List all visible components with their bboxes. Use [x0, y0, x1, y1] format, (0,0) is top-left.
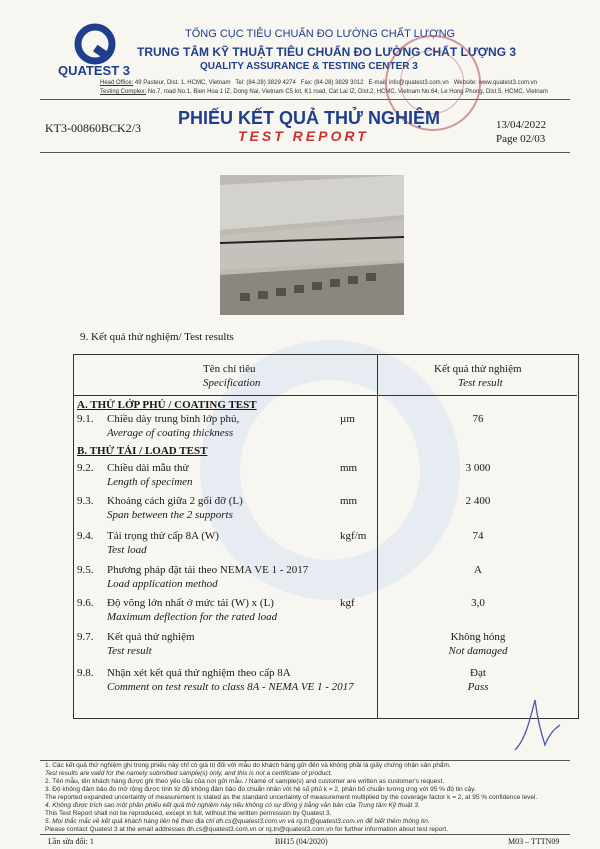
- row-number: 9.3.: [77, 495, 94, 507]
- footnote-line: 2. Tên mẫu, tên khách hàng được ghi theo yêu cầu của nơi gửi mẫu. / Name of sample(s) and customer are written as customer's request.: [45, 778, 445, 785]
- row-result-vi: A: [474, 564, 482, 576]
- row-spec-vi: Độ võng lớn nhất ở mức tải (W) x (L): [107, 597, 274, 609]
- row-result-vi: 76: [472, 413, 484, 425]
- header-divider: [73, 395, 577, 396]
- row-unit: kgf: [340, 597, 355, 609]
- official-stamp-inner: [400, 50, 464, 114]
- footnote-line: 5. Mọi thắc mắc về kết quả khách hàng liên hệ theo địa chỉ dh.cs@quatest3.com.vn và rq.tn@quatest3.com.vn để biết thêm thông tin.: [45, 818, 430, 825]
- row-number: 9.5.: [77, 564, 94, 576]
- row-spec-vi: Nhận xét kết quả thử nghiệm theo cấp 8A: [107, 667, 291, 679]
- row-number: 9.6.: [77, 597, 94, 609]
- footnote-line: The reported expanded uncertainty of measurement is stated as the standard uncertainty of measurement multiplied by the coverage factor k = 2, at 95 % confidence level.: [45, 794, 538, 801]
- row-result-vi: 3,0: [471, 597, 485, 609]
- row-result-vi: Không hỏng: [450, 631, 506, 643]
- row-unit: mm: [340, 495, 358, 507]
- row-spec-en: Average of coating thickness: [107, 427, 234, 439]
- footnote-line: This Test Report shall not be reproduced, except in full, without the written permission by Quatest 3.: [45, 810, 332, 817]
- row-result-en: Not damaged: [448, 645, 508, 657]
- row-spec-vi: Kết quả thử nghiệm: [107, 631, 195, 643]
- row-spec-vi: Tải trọng thử cấp 8A (W): [107, 530, 219, 542]
- section-heading: 9. Kết quả thử nghiệm/ Test results: [80, 331, 234, 343]
- footnotes: [45, 762, 570, 834]
- revision-label: Lần sửa đổi: 1: [48, 837, 94, 846]
- row-spec-vi: Chiều dài mẫu thử: [107, 462, 189, 474]
- report-date: 13/04/2022: [496, 119, 547, 131]
- row-number: 9.8.: [77, 667, 94, 679]
- header-center: TRUNG TÂM KỸ THUẬT TIÊU CHUẨN ĐO LƯỜNG CHẤT LƯỢNG 3: [137, 45, 517, 59]
- row-spec-en: Test result: [107, 645, 152, 657]
- header-address-line: Head Office: 49 Pasteur, Dist. 1, HCMC, Vietnam Tel: (84-28) 3829 4274 Fax: (84-28) 3829 3012 E-mail: info@quatest3.com.vn Website: www.quatest3.com.vn: [100, 80, 537, 86]
- row-result-vi: Đạt: [470, 667, 486, 679]
- row-spec-en: Length of specimen: [107, 476, 193, 488]
- row-spec-en: Test load: [107, 544, 147, 556]
- title-rule: [40, 152, 570, 153]
- form-code: BH15 (04/2020): [275, 837, 328, 846]
- row-spec-en: Comment on test result to class 8A - NEMA VE 1 - 2017: [107, 681, 354, 693]
- footnote-line: Test results are valid for the namely submitted sample(s) only, and this is not a certificate of product.: [45, 770, 333, 777]
- report-title-vi: PHIẾU KẾT QUẢ THỬ NGHIỆM: [178, 108, 440, 128]
- row-number: 9.7.: [77, 631, 94, 643]
- col-spec-vi: Tên chỉ tiêu: [203, 363, 256, 375]
- row-unit: kgf/m: [340, 530, 367, 542]
- footnote-line: 3. Độ không đảm bảo đo mở rộng được tính từ độ không đảm bảo đo chuẩn nhân với hệ số phủ k = 2, phân bố chuẩn tương ứng với 95 % độ tin cậy.: [45, 786, 476, 793]
- specimen-photo: [220, 175, 404, 315]
- row-result-vi: 74: [472, 530, 484, 542]
- row-spec-vi: Chiều dày trung bình lớp phủ,: [107, 413, 240, 425]
- header-rule: [40, 99, 570, 100]
- report-ref: KT3-00860BCK2/3: [45, 121, 141, 135]
- row-spec-en: Span between the 2 supports: [107, 509, 233, 521]
- doc-code: M03 – TTTN09: [508, 837, 560, 846]
- row-number: 9.2.: [77, 462, 94, 474]
- row-spec-vi: Phương pháp đặt tải theo NEMA VE 1 - 2017: [107, 564, 309, 576]
- row-number: 9.4.: [77, 530, 94, 542]
- header-center-en: QUALITY ASSURANCE & TESTING CENTER 3: [200, 61, 418, 72]
- group-a-heading: A. THỬ LỚP PHỦ / COATING TEST: [77, 399, 257, 411]
- footnote-line: Please contact Quatest 3 at the email addresses dh.cs@quatest3.com.vn or rq.tn@quatest3.com.vn for further information about test report.: [45, 826, 449, 833]
- row-spec-en: Load application method: [107, 578, 218, 590]
- row-result-vi: 3 000: [465, 462, 491, 474]
- footnote-rule: [40, 760, 570, 761]
- col-result-vi: Kết quả thử nghiệm: [434, 363, 522, 375]
- group-b-heading: B. THỬ TẢI / LOAD TEST: [77, 445, 208, 457]
- row-spec-vi: Khoảng cách giữa 2 gối đỡ (L): [107, 495, 243, 507]
- row-result-en: Pass: [467, 681, 489, 693]
- row-result-vi: 2 400: [465, 495, 491, 507]
- bottom-rule: [40, 834, 570, 835]
- header-agency: TỔNG CỤC TIÊU CHUẨN ĐO LƯỜNG CHẤT LƯỢNG: [185, 28, 456, 40]
- footnote-line: 1. Các kết quả thử nghiệm ghi trong phiếu này chỉ có giá trị đối với mẫu do khách hàng gửi đến và không phải là giấy chứng nhận sản phẩm.: [45, 762, 451, 769]
- row-spec-en: Maximum deflection for the rated load: [107, 611, 278, 623]
- report-title-en: TEST REPORT: [238, 128, 369, 144]
- row-number: 9.1.: [77, 413, 94, 425]
- row-unit: µm: [340, 413, 355, 425]
- col-spec-en: Specification: [203, 377, 261, 389]
- row-unit: mm: [340, 462, 358, 474]
- footnote-line: 4. Không được trích sao một phần phiếu kết quả thử nghiệm này nếu không có sự đồng ý bằng văn bản của Trung tâm Kỹ thuật 3.: [45, 802, 420, 809]
- report-page: Page 02/03: [496, 133, 546, 145]
- header-testing-line: Testing Complex: No.7, road No.1, Bien Hoa 1 IZ, Dong Nai, Vietnam C5 lot, K1 road, Cat Lai IZ, Dist.2, HCMC, Vietnam No.64, Le Hong Phong, Dist.5, HCMC, Vietnam: [100, 89, 548, 95]
- col-result-en: Test result: [458, 377, 503, 389]
- signature: [505, 690, 565, 765]
- logo-text: QUATEST 3: [58, 63, 130, 78]
